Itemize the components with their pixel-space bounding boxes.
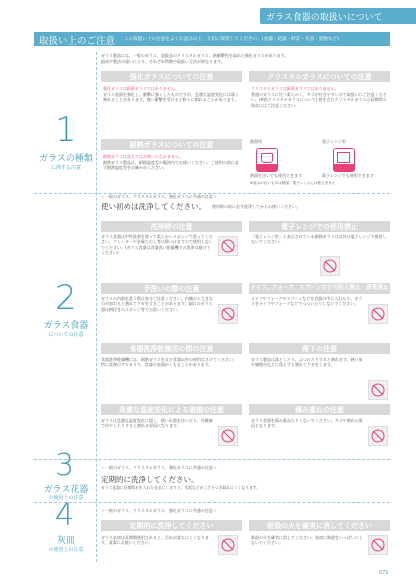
section4-card1-image — [218, 535, 238, 555]
section1-card2-body: 普通のガラスに比べ柔らかく、キズが付きやすいので取扱いにご注意ください。(※鉛クリスタルガラスについて) 鉛を含むクリスタルガラスは長期間の保存にはご注意ください。 — [251, 92, 387, 108]
micro-caption: 電子レンジでも使用できます — [322, 173, 374, 178]
section2-lead: 使い初めは洗浄してください。 — [101, 202, 206, 211]
banner-title: 取扱い上のご注意 — [39, 36, 116, 47]
section-divider-3 — [34, 502, 390, 503]
section4-subtitle: の使用上の注意 — [48, 547, 84, 553]
section2-card2-title: 電子レンジでの使用禁止 — [249, 221, 390, 232]
section1-card2-warn: クリスタルガラスは耐熱ガラスではありません。 — [251, 86, 339, 91]
section4-card2-image — [368, 535, 388, 555]
section2-card4-body: ナイフやフォークやスプーンなどを食器の中に入れたり、ガラスをナイフやフォークなどでつついたりしないでください。 — [251, 296, 363, 307]
section2-card7-title: 急激な温度変化による破損の注意 — [101, 404, 242, 415]
section3-subtitle: の使用上の注意 — [48, 495, 84, 501]
microwave-symbol-icon — [333, 148, 355, 172]
heat-symbol-icon — [256, 148, 278, 172]
section2-card1-image — [218, 236, 238, 256]
section2-card4-title: ナイフ、フォーク、スプーンなどの投入禁止・保管禁止 — [249, 283, 390, 294]
section1-card3-body: 耐熱ガラス製品は、耐熱温度差の範囲内でお使いください。ご使用の前に必ず耐熱温度差をお確かめください。 — [103, 160, 239, 171]
heat-caption: 熱湯を注いでも使用できます — [250, 173, 302, 178]
section1-card3-warn: 耐熱ガラスは直火ではお使いになれません。 — [103, 154, 184, 159]
section1-title: ガラスの種類 — [39, 154, 93, 164]
section3-lead-note: ガラス花器に長期間水を入れたままにしますと、水垢などがこびりつき取れにくくなります。 — [101, 485, 261, 490]
section2-card6-title: 落下の注意 — [249, 343, 390, 354]
section1-intro2: 組成や製法の違いにより、それぞれ特徴や取扱い方法が異なります。 — [101, 59, 225, 64]
section1-card1-body: ガラス表面を強化し、衝撃に強くしたものですが、急激な温度変化には弱く割れることがあります。強い衝撃を受けると粉々に割れることがあります。 — [103, 92, 239, 103]
section-column-line — [96, 52, 97, 562]
page-number: 071 — [379, 570, 389, 576]
section2-card6-image — [368, 380, 388, 400]
section2-number: 2 — [55, 278, 77, 318]
section2-card7-body: ガラスは急激な温度変化に弱く、熱いお湯を注いだり、冷蔵庫で冷やしたりすると割れる原因になります。 — [101, 418, 213, 429]
section2-card3-title: 手洗いの際の注意 — [101, 283, 242, 294]
section-divider-2 — [34, 459, 390, 460]
section2-card2-body: 「電子レンジ用」と表示されている耐熱ガラスは以外は電子レンジで使用しないでください。 — [251, 234, 387, 245]
section2-lead-small: ＜一般のガラス、クリスタルガラス、強化ガラスに共通の注意＞ — [101, 194, 217, 199]
section2-card3-image — [218, 304, 238, 324]
section4-card1-body: ガラス灰皿は長期間使用されると、汚れが落ちにくくなります。清潔にお使いください。 — [101, 535, 209, 546]
section1-intro1: ガラス製品には、一般のガラス、高級品のクリスタルガラス、熱衝撃性を高めた強化ガラスがあります。 — [101, 53, 289, 58]
symbols-note: ※表示のないものは熱湯・電子レンジには使えません — [250, 181, 336, 185]
section4-card2-body: 吸殻の火を確実に消してください。灰皿に吸殻をいっぱいにしないでください。 — [251, 535, 363, 546]
heat-label: 熱湯用 — [250, 139, 262, 144]
section4-lead-small: ＜一般のガラス、クリスタルガラス、強化ガラスに共通の注意＞ — [101, 508, 217, 513]
section2-subtitle: についての注意 — [48, 332, 84, 338]
header-title: ガラス食器の取扱いについて — [266, 13, 383, 23]
section2-card5-title: 食器洗浄乾燥用の際の注意 — [101, 343, 242, 354]
section3-lead: 定期的に洗浄してください。 — [101, 475, 199, 484]
section2-title: ガラス食器 — [43, 321, 89, 331]
section1-card3-title: 耐熱ガラスについての注意 — [101, 139, 242, 150]
section2-card8-body: ガラス食器を積み重ねたりしないでください。キズや割れの原因となります。 — [251, 418, 363, 429]
section4-number: 4 — [55, 498, 75, 533]
section1-card1-warn: 強化ガラスは耐熱ガラスではありません。 — [103, 86, 179, 91]
section1-subtitle: に関する注意 — [50, 165, 81, 171]
section3-number: 3 — [55, 448, 75, 483]
header-bar — [0, 0, 416, 30]
section4-card1-title: 定期的に洗浄してください — [101, 520, 242, 531]
section2-card6-body: ガラス製品は落としたり、ぶつけたりすると割れます。硬い床や調理台などに落とすと割れてケガをします。 — [251, 357, 363, 368]
section3-title: ガラス花器 — [43, 485, 89, 495]
section2-card1-body: ガラス食器は中性洗剤を使って柔らかいスポンジで洗ってください。クレンザーや金属たわし等は傷つけますので使用しないでください。(ガラス食器は食器洗い乾燥機での洗浄は避けてください) — [101, 234, 213, 256]
section2-card1-title: 洗浄時の注意 — [101, 221, 242, 232]
section1-card2-title: クリスタルガラスについての注意 — [249, 71, 390, 82]
banner — [34, 32, 390, 46]
section2-card5-body: 食器洗浄乾燥機には、耐熱ガラスを含む食器以外の使用はさけてください。特に洗剤のアルカリで、食器の表面がくもることがあります。 — [101, 357, 237, 368]
section1-card1-title: 強化ガラスについての注意 — [101, 71, 242, 82]
section2-card2-image — [320, 256, 340, 276]
section2-card3-body: ガラスの内面を洗う際は充分ご注意ください。内側から大きな力が加わると割れてケガをすることがあります。細口のガラス器は柄付きのスポンジ等でお洗いください。 — [101, 296, 213, 312]
section4-title: 灰皿 — [56, 536, 75, 546]
section1-number: 1 — [55, 110, 77, 150]
section2-card4-image — [368, 304, 388, 324]
section4-card2-title: 吸殻の火を確実に消してください — [249, 520, 390, 531]
section2-lead-note: 使用時の前に必ず洗浄してからお使いください。 — [212, 204, 300, 209]
section2-card8-title: 積み重ねの注意 — [249, 404, 390, 415]
banner-note: この取扱い上の注意をよくお読みの上、大切に保管してください。(食器・花器・時計・灰皿・置物など) — [124, 37, 339, 42]
header-title-block — [260, 8, 416, 24]
section3-lead-small: ＜一般のガラス、クリスタルガラス、強化ガラスに共通の注意＞ — [101, 465, 217, 470]
section2-card8-image — [368, 426, 388, 446]
micro-label: 電子レンジ用 — [322, 139, 346, 144]
section2-card7-image — [218, 426, 238, 446]
